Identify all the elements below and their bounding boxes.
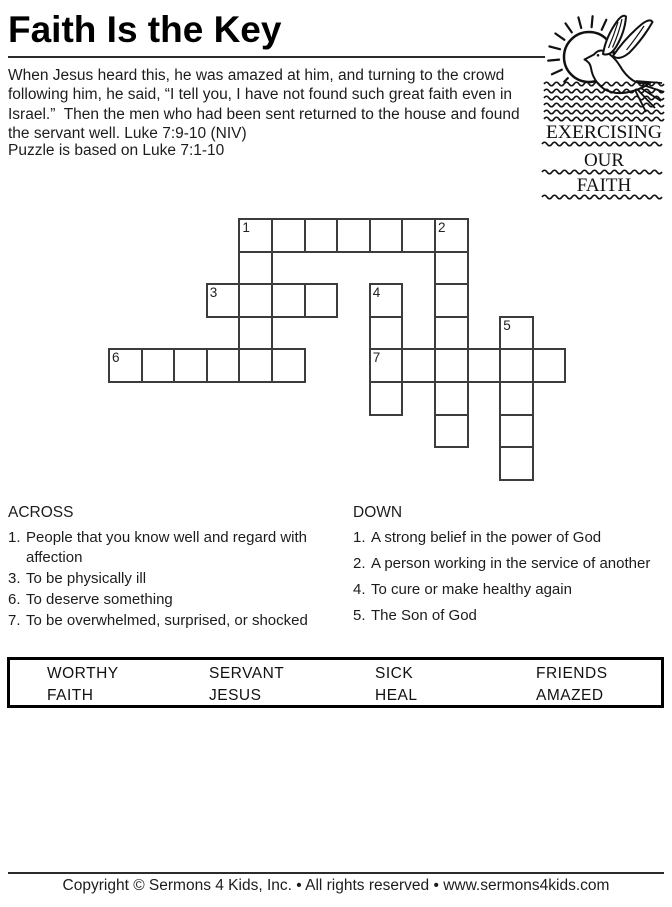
dove-sun-water-icon (538, 5, 670, 201)
crossword-cell-r1c10[interactable] (434, 251, 469, 286)
crossword-cell-r5c10[interactable] (434, 381, 469, 416)
crossword-cell-r2c4[interactable] (238, 283, 273, 318)
across-header: ACROSS (8, 504, 74, 521)
cell-number: 5 (503, 317, 511, 333)
word-bank-word-amazed: AMAZED (536, 686, 604, 704)
crossword-cell-r6c12[interactable] (499, 414, 534, 449)
clue-number: 7. (8, 612, 21, 629)
clue-number: 3. (8, 570, 21, 587)
puzzle-note: Puzzle is based on Luke 7:1-10 (8, 142, 225, 159)
clue-text: People that you know well and regard with affection (26, 529, 308, 566)
crossword-cell-r0c8[interactable] (369, 218, 404, 253)
crossword-cell-r0c6[interactable] (304, 218, 339, 253)
crossword-cell-r3c8[interactable] (369, 316, 404, 351)
crossword-cell-r0c4[interactable] (238, 218, 273, 253)
clue-text: To be physically ill (26, 570, 147, 587)
cell-number: 1 (242, 220, 250, 235)
crossword-cell-r4c10[interactable] (434, 348, 469, 383)
footer-copyright: Copyright © Sermons 4 Kids, Inc. • All rights reserved • www.sermons4kids.com (62, 877, 610, 894)
clue-text: The Son of God (371, 607, 477, 624)
word-bank-word-friends: FRIENDS (536, 665, 608, 682)
intro-line: the servant well. Luke 7:9-10 (NIV) (8, 124, 247, 142)
down-clue-2 (353, 554, 668, 574)
exercising-our-faith-logo (538, 5, 670, 201)
crossword-cell-r2c5[interactable] (271, 283, 306, 318)
logo-line-faith: FAITH (576, 175, 632, 196)
clue-text: To deserve something (26, 591, 173, 608)
crossword-cell-r5c12[interactable] (499, 381, 534, 416)
intro-line: When Jesus heard this, he was amazed at him, and turning to the crowd (8, 67, 505, 84)
word-bank-box (7, 657, 664, 708)
across-clue-1 (8, 528, 348, 568)
logo-line-our: OUR (583, 150, 625, 171)
across-clue-3 (8, 569, 348, 589)
down-header: DOWN (353, 504, 403, 521)
title-divider (8, 56, 545, 58)
footer-divider (8, 872, 664, 874)
dove-eye (597, 54, 600, 57)
crossword-cell-r4c11[interactable] (467, 348, 502, 383)
across-clue-6 (8, 590, 348, 610)
across-clue-7 (8, 611, 348, 631)
clue-text: To cure or make healthy again (371, 581, 572, 598)
crossword-cell-r4c0[interactable] (108, 348, 143, 383)
crossword-cell-r4c12[interactable] (499, 348, 534, 383)
crossword-cell-r2c10[interactable] (434, 283, 469, 318)
crossword-cell-r3c12[interactable] (499, 316, 534, 351)
logo-line-exercising: EXERCISING (546, 122, 663, 143)
down-section (353, 505, 668, 632)
crossword-cell-r4c2[interactable] (173, 348, 208, 383)
cell-number: 2 (438, 220, 446, 235)
crossword-cell-r4c9[interactable] (401, 348, 436, 383)
page-title: Faith Is the Key (8, 9, 282, 50)
down-clue-1 (353, 528, 668, 548)
word-bank-word-faith: FAITH (47, 686, 94, 704)
crossword-cell-r4c4[interactable] (238, 348, 273, 383)
across-clue-list (8, 528, 348, 631)
crossword-cell-r1c4[interactable] (238, 251, 273, 286)
intro-line: following him, he said, “I tell you, I have not found such great faith even in (8, 86, 513, 104)
crossword-cell-r3c4[interactable] (238, 316, 273, 351)
clue-number: 4. (353, 581, 366, 598)
crossword-cell-r2c3[interactable] (206, 283, 241, 318)
word-bank-word-sick: SICK (375, 665, 414, 682)
intro-line: Israel.” Then the men who had been sent returned to the house and found (8, 105, 520, 123)
clue-text: A person working in the service of another (371, 555, 651, 572)
crossword-grid (108, 218, 567, 482)
crossword-cell-r4c3[interactable] (206, 348, 241, 383)
word-bank-word-jesus: JESUS (209, 686, 262, 704)
cell-number: 3 (209, 285, 218, 301)
clue-number: 1. (353, 529, 366, 546)
crossword-cell-r4c8[interactable] (369, 348, 404, 383)
crossword-cell-r3c10[interactable] (434, 316, 469, 351)
crossword-cell-r2c8[interactable] (369, 283, 404, 318)
clue-number: 5. (353, 607, 366, 624)
crossword-cell-r4c5[interactable] (271, 348, 306, 383)
clue-number: 6. (8, 591, 21, 608)
down-clue-4 (353, 580, 668, 600)
cell-number: 6 (112, 350, 120, 366)
down-clue-5 (353, 606, 668, 626)
clue-number: 1. (8, 529, 21, 546)
cell-number: 7 (372, 350, 381, 366)
crossword-cell-r0c9[interactable] (401, 218, 436, 253)
crossword-cell-r5c8[interactable] (369, 381, 404, 416)
word-bank-word-servant: SERVANT (209, 665, 285, 682)
word-bank-word-worthy: WORTHY (47, 665, 119, 682)
clue-text: A strong belief in the power of God (371, 529, 602, 546)
down-clue-list (353, 528, 668, 626)
across-section (8, 505, 348, 632)
crossword-cell-r0c10[interactable] (434, 218, 469, 253)
crossword-cell-r4c13[interactable] (532, 348, 567, 383)
cell-number: 4 (372, 285, 381, 301)
intro-paragraph (8, 66, 520, 143)
crossword-cell-r6c10[interactable] (434, 414, 469, 449)
crossword-cell-r0c5[interactable] (271, 218, 306, 253)
crossword-cell-r0c7[interactable] (336, 218, 371, 253)
word-bank-word-heal: HEAL (375, 686, 418, 704)
crossword-cell-r2c6[interactable] (304, 283, 339, 318)
crossword-cell-r4c1[interactable] (141, 348, 176, 383)
clue-text: To be overwhelmed, surprised, or shocked (26, 612, 308, 629)
crossword-cell-r7c12[interactable] (499, 446, 534, 481)
clue-number: 2. (353, 555, 366, 572)
